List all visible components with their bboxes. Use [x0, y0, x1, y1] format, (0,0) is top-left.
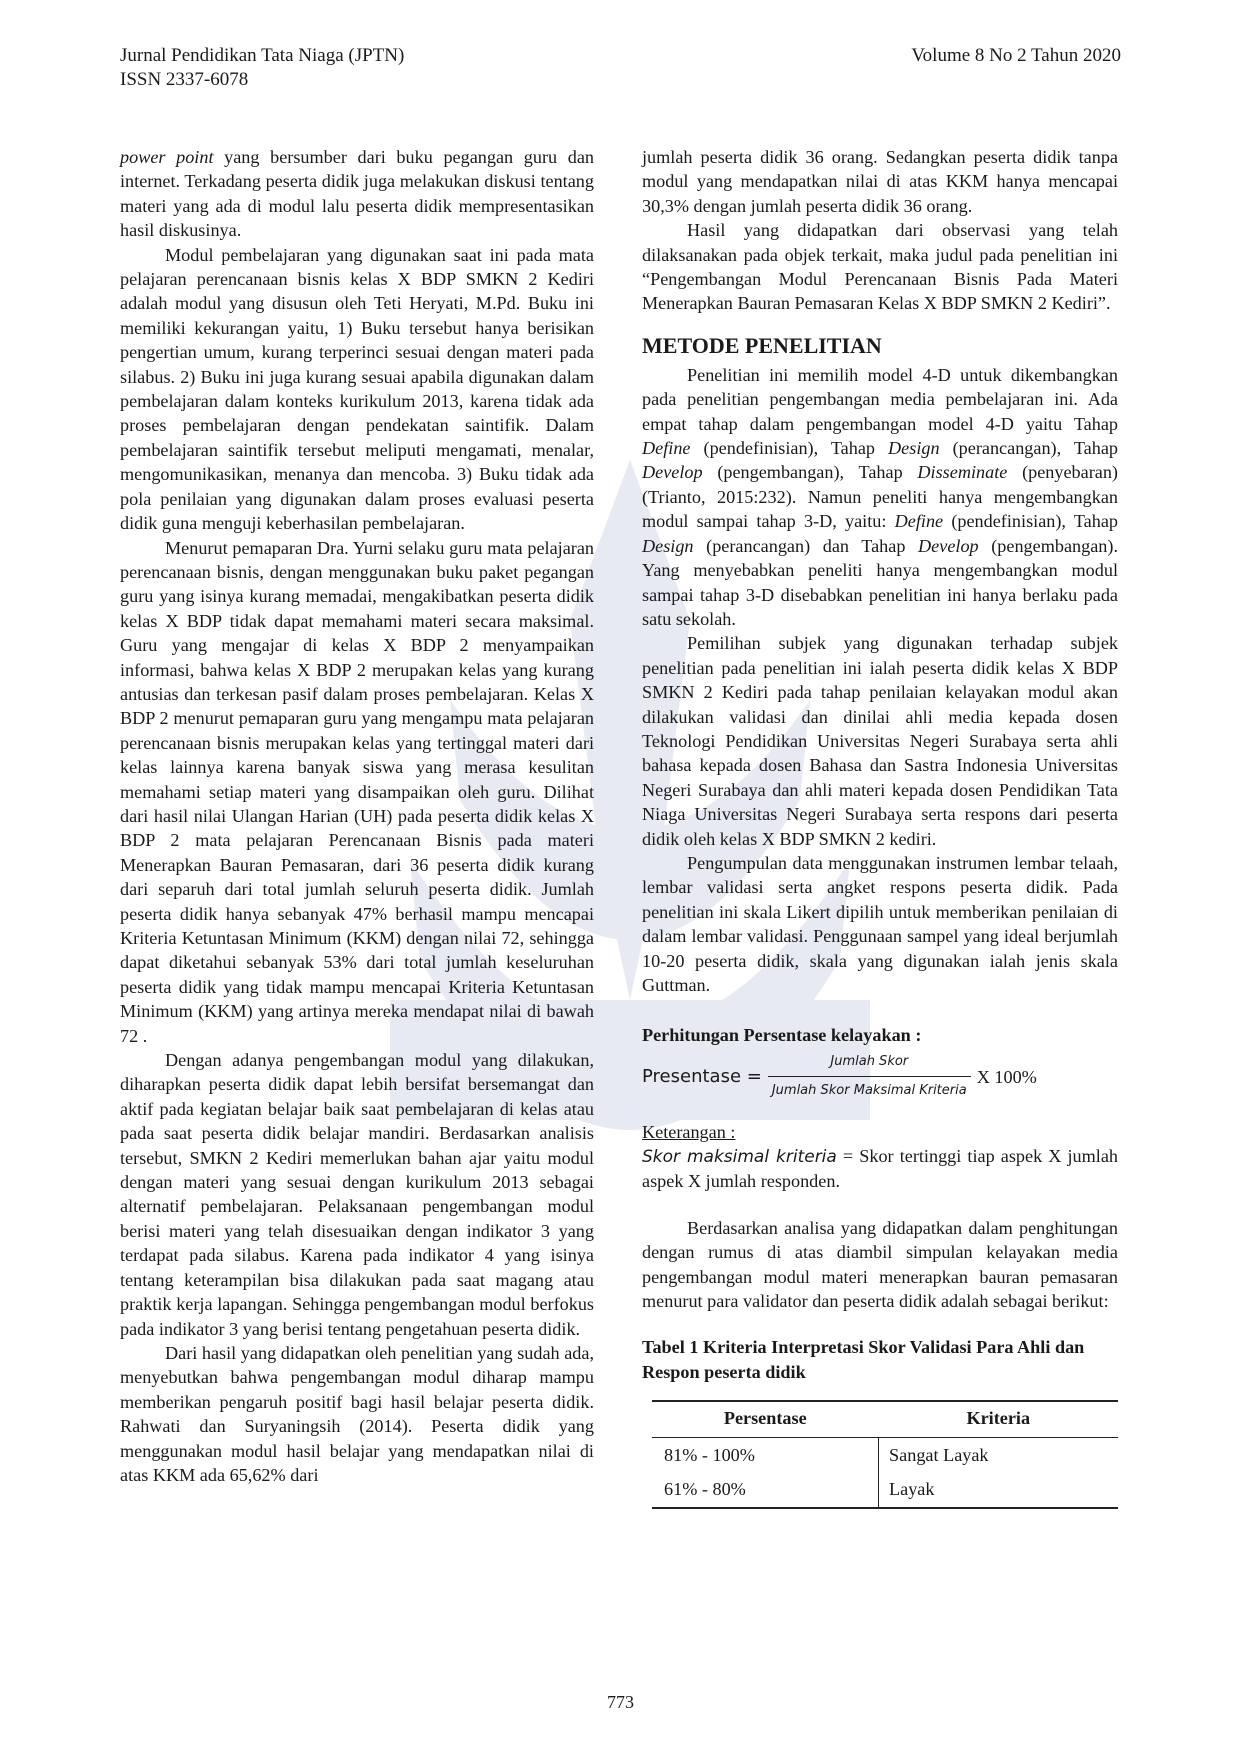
- formula-fraction: [768, 1050, 971, 1104]
- table-caption: Tabel 1 Kriteria Interpretasi Skor Validasi Para Ahli dan Respon peserta didik: [642, 1337, 1085, 1382]
- page-number: 773: [607, 1692, 634, 1712]
- table-row: [652, 1437, 1118, 1472]
- paragraph: Dari hasil yang didapatkan oleh penelitian yang sudah ada, menyebutkan bahwa pengembangan modul diharap mampu memberikan pengaruh positif bagi hasil belajar peserta didik. Rahwati dan Suryaningsih (2014). Peserta didik yang menggunakan modul hasil belajar yang mendapatkan nilai di atas KKM ada 65,62% dari: [120, 1342, 594, 1485]
- formula-denominator: Jumlah Skor Maksimal Kriteria: [768, 1076, 971, 1103]
- paragraph: Pengumpulan data menggunakan instrumen lembar telaah, lembar validasi serta angket respons peserta didik. Pada penelitian ini skala Likert dipilih untuk memberikan penilaian di dalam lembar validasi. Penggunaan sampel yang ideal berjumlah 10-20 peserta didik, skala yang digunakan ialah jenis skala Guttman.: [642, 852, 1118, 995]
- formula-title: Perhitungan Persentase kelayakan :: [642, 1025, 922, 1046]
- paragraph: Modul pembelajaran yang digunakan saat ini pada mata pelajaran perencanaan bisnis kelas X BDP SMKN 2 Kediri adalah modul yang disusun oleh Teti Heryati, M.Pd. Buku ini memiliki kekurangan yaitu, 1) Buku tersebut hanya berisikan pengertian umum, kurang terperinci sesuai dengan materi pada silabus. 2) Buku ini juga kurang sesuai apabila digunakan dalam pembelajaran dalam konteks kurikulum 2013, karena tidak ada proses pembelajaran dengan pendekatan saintifik. Dalam pembelajaran saintifik tersebut meliputi mengamati, menalar, mengomunikasikan, menanya dan mencoba. 3) Buku tidak ada pola penilaian yang digunakan dalam proses evaluasi peserta didik guna menguji keberhasilan pembelajaran.: [120, 244, 594, 534]
- table-header-row: [652, 1401, 1118, 1437]
- right-column: [642, 145, 1118, 1509]
- table-header: Persentase: [652, 1401, 879, 1437]
- paragraph: Berdasarkan analisa yang didapatkan dalam penghitungan dengan rumus di atas diambil simpulan kelayakan media pengembangan modul materi menerapkan bauran pemasaran menurut para validator dan peserta didik adalah sebagai berikut:: [642, 1217, 1118, 1312]
- paragraph: Pemilihan subjek yang digunakan terhadap subjek penelitian pada penelitian ini ialah peserta didik kelas X BDP SMKN 2 Kediri pada tahap penilaian kelayakan modul akan dilakukan validasi dan dinilai ahli media kepada dosen Teknologi Pendidikan Universitas Negeri Surabaya serta ahli bahasa kepada dosen Bahasa dan Sastra Indonesia Universitas Negeri Surabaya dan ahli materi kepada dosen Pendidikan Tata Niaga Universitas Negeri Surabaya serta respons dari peserta didik oleh kelas X BDP SMKN 2 kediri.: [642, 633, 1118, 849]
- table-cell: Layak: [879, 1472, 1118, 1507]
- criteria-table: [652, 1400, 1118, 1508]
- formula-lhs: Presentase =: [642, 1065, 762, 1087]
- volume-info: Volume 8 No 2 Tahun 2020: [911, 45, 1121, 66]
- paragraph: jumlah peserta didik 36 orang. Sedangkan peserta didik tanpa modul yang mendapatkan nilai di atas KKM hanya mencapai 30,3% dengan jumlah peserta didik 36 orang.: [642, 147, 1118, 216]
- section-heading: METODE PENELITIAN: [642, 332, 882, 358]
- formula: [642, 1050, 1118, 1104]
- paragraph: Dengan adanya pengembangan modul yang dilakukan, diharapkan peserta didik dapat lebih bersifat bersemangat dan aktif pada kegiatan belajar baik saat pembelajaran di kelas atau pada saat peserta didik belajar mandiri. Berdasarkan analisis tersebut, SMKN 2 Kediri memerlukan bahan ajar yaitu modul dengan materi yang sesuai dengan kurikulum 2013 sebagai alternatif pembelajaran. Pelaksanaan pengembangan modul berisi materi yang telah disesuaikan dengan indikator 3 yang terdapat pada silabus. Karena pada indikator 4 yang isinya tentang keterampilan bisa dilakukan pada saat magang atau praktik kerja lapangan. Sehingga pengembangan modul berfokus pada indikator 3 yang berisi tentang pengetahuan peserta didik.: [120, 1050, 594, 1339]
- table-cell: 81% - 100%: [664, 1444, 755, 1465]
- formula-numerator: Jumlah Skor: [830, 1053, 909, 1069]
- paragraph: Penelitian ini memilih model 4-D untuk dikembangkan pada penelitian pengembangan media pembelajaran ini. Ada empat tahap dalam pengembangan model 4-D yaitu Tahap Define (pendefinisian), Tahap Design (perancangan), Tahap Develop (pengembangan), Tahap Disseminate (penyebaran) (Trianto, 2015:232). Namun peneliti hanya mengembangkan modul sampai tahap 3-D, yaitu: Define (pendefinisian), Tahap Design (perancangan) dan Tahap Develop (pengembangan). Yang menyebabkan peneliti hanya mengembangkan modul sampai tahap 3-D disebabkan penelitian ini hanya berlaku pada satu sekolah.: [642, 364, 1119, 629]
- journal-name: Jurnal Pendidikan Tata Niaga (JPTN): [120, 45, 405, 66]
- paragraph: Hasil yang didapatkan dari observasi yang telah dilaksanakan pada objek terkait, maka judul pada penelitian ini “Pengembangan Modul Perencanaan Bisnis Pada Materi Menerapkan Bauran Pemasaran Kelas X BDP SMKN 2 Kediri”.: [642, 220, 1118, 314]
- table-cell: Sangat Layak: [879, 1437, 1118, 1472]
- table-cell: 61% - 80%: [652, 1472, 879, 1507]
- left-column: [120, 145, 594, 1487]
- keterangan-label: Keterangan :: [642, 1121, 736, 1142]
- page-header: [120, 44, 1121, 92]
- keterangan-text: Skor maksimal kriteria = Skor tertinggi tiap aspek X jumlah aspek X jumlah responden.: [642, 1146, 1118, 1192]
- paragraph: Menurut pemaparan Dra. Yurni selaku guru mata pelajaran perencanaan bisnis, dengan menggunakan buku paket pegangan guru yang isinya kurang memadai, mengakibatkan peserta didik kelas X BDP tidak dapat memahami materi secara maksimal. Guru yang mengajar di kelas X BDP 2 menyampaikan informasi, bahwa kelas X BDP 2 merupakan kelas yang kurang antusias dan terkesan pasif dalam proses pembelajaran. Kelas X BDP 2 menurut pemaparan guru yang mengampu mata pelajaran perencanaan bisnis merupakan kelas yang tertinggal materi dari kelas lainnya karena banyak siswa yang merasa kesulitan memahami setiap materi yang disampaikan oleh guru. Dilihat dari hasil nilai Ulangan Harian (UH) pada peserta didik kelas X BDP 2 mata pelajaran Perencanaan Bisnis pada materi Menerapkan Bauran Pemasaran, dari 36 peserta didik kurang dari separuh dari total jumlah seluruh peserta didik. Jumlah peserta didik hanya sebanyak 47% berhasil mampu mencapai Kriteria Ketuntasan Minimum (KKM) dengan nilai 72, sehingga dapat diketahui sebanyak 53% dari total jumlah keseluruhan peserta didik yang tidak mampu mencapai Kriteria Ketuntasan Minimum (KKM) yang artinya mereka mendapat nilai di bawah 72 .: [120, 537, 594, 1046]
- table-header: Kriteria: [879, 1401, 1118, 1437]
- paragraph: power point yang bersumber dari buku pegangan guru dan internet. Terkadang peserta didik juga melakukan diskusi tentang materi yang ada di modul lalu peserta didik mempresentasikan hasil diskusinya.: [120, 147, 594, 241]
- formula-multiplier: X 100%: [976, 1066, 1037, 1087]
- table-row: [652, 1472, 1118, 1507]
- issn: ISSN 2337-6078: [120, 69, 249, 90]
